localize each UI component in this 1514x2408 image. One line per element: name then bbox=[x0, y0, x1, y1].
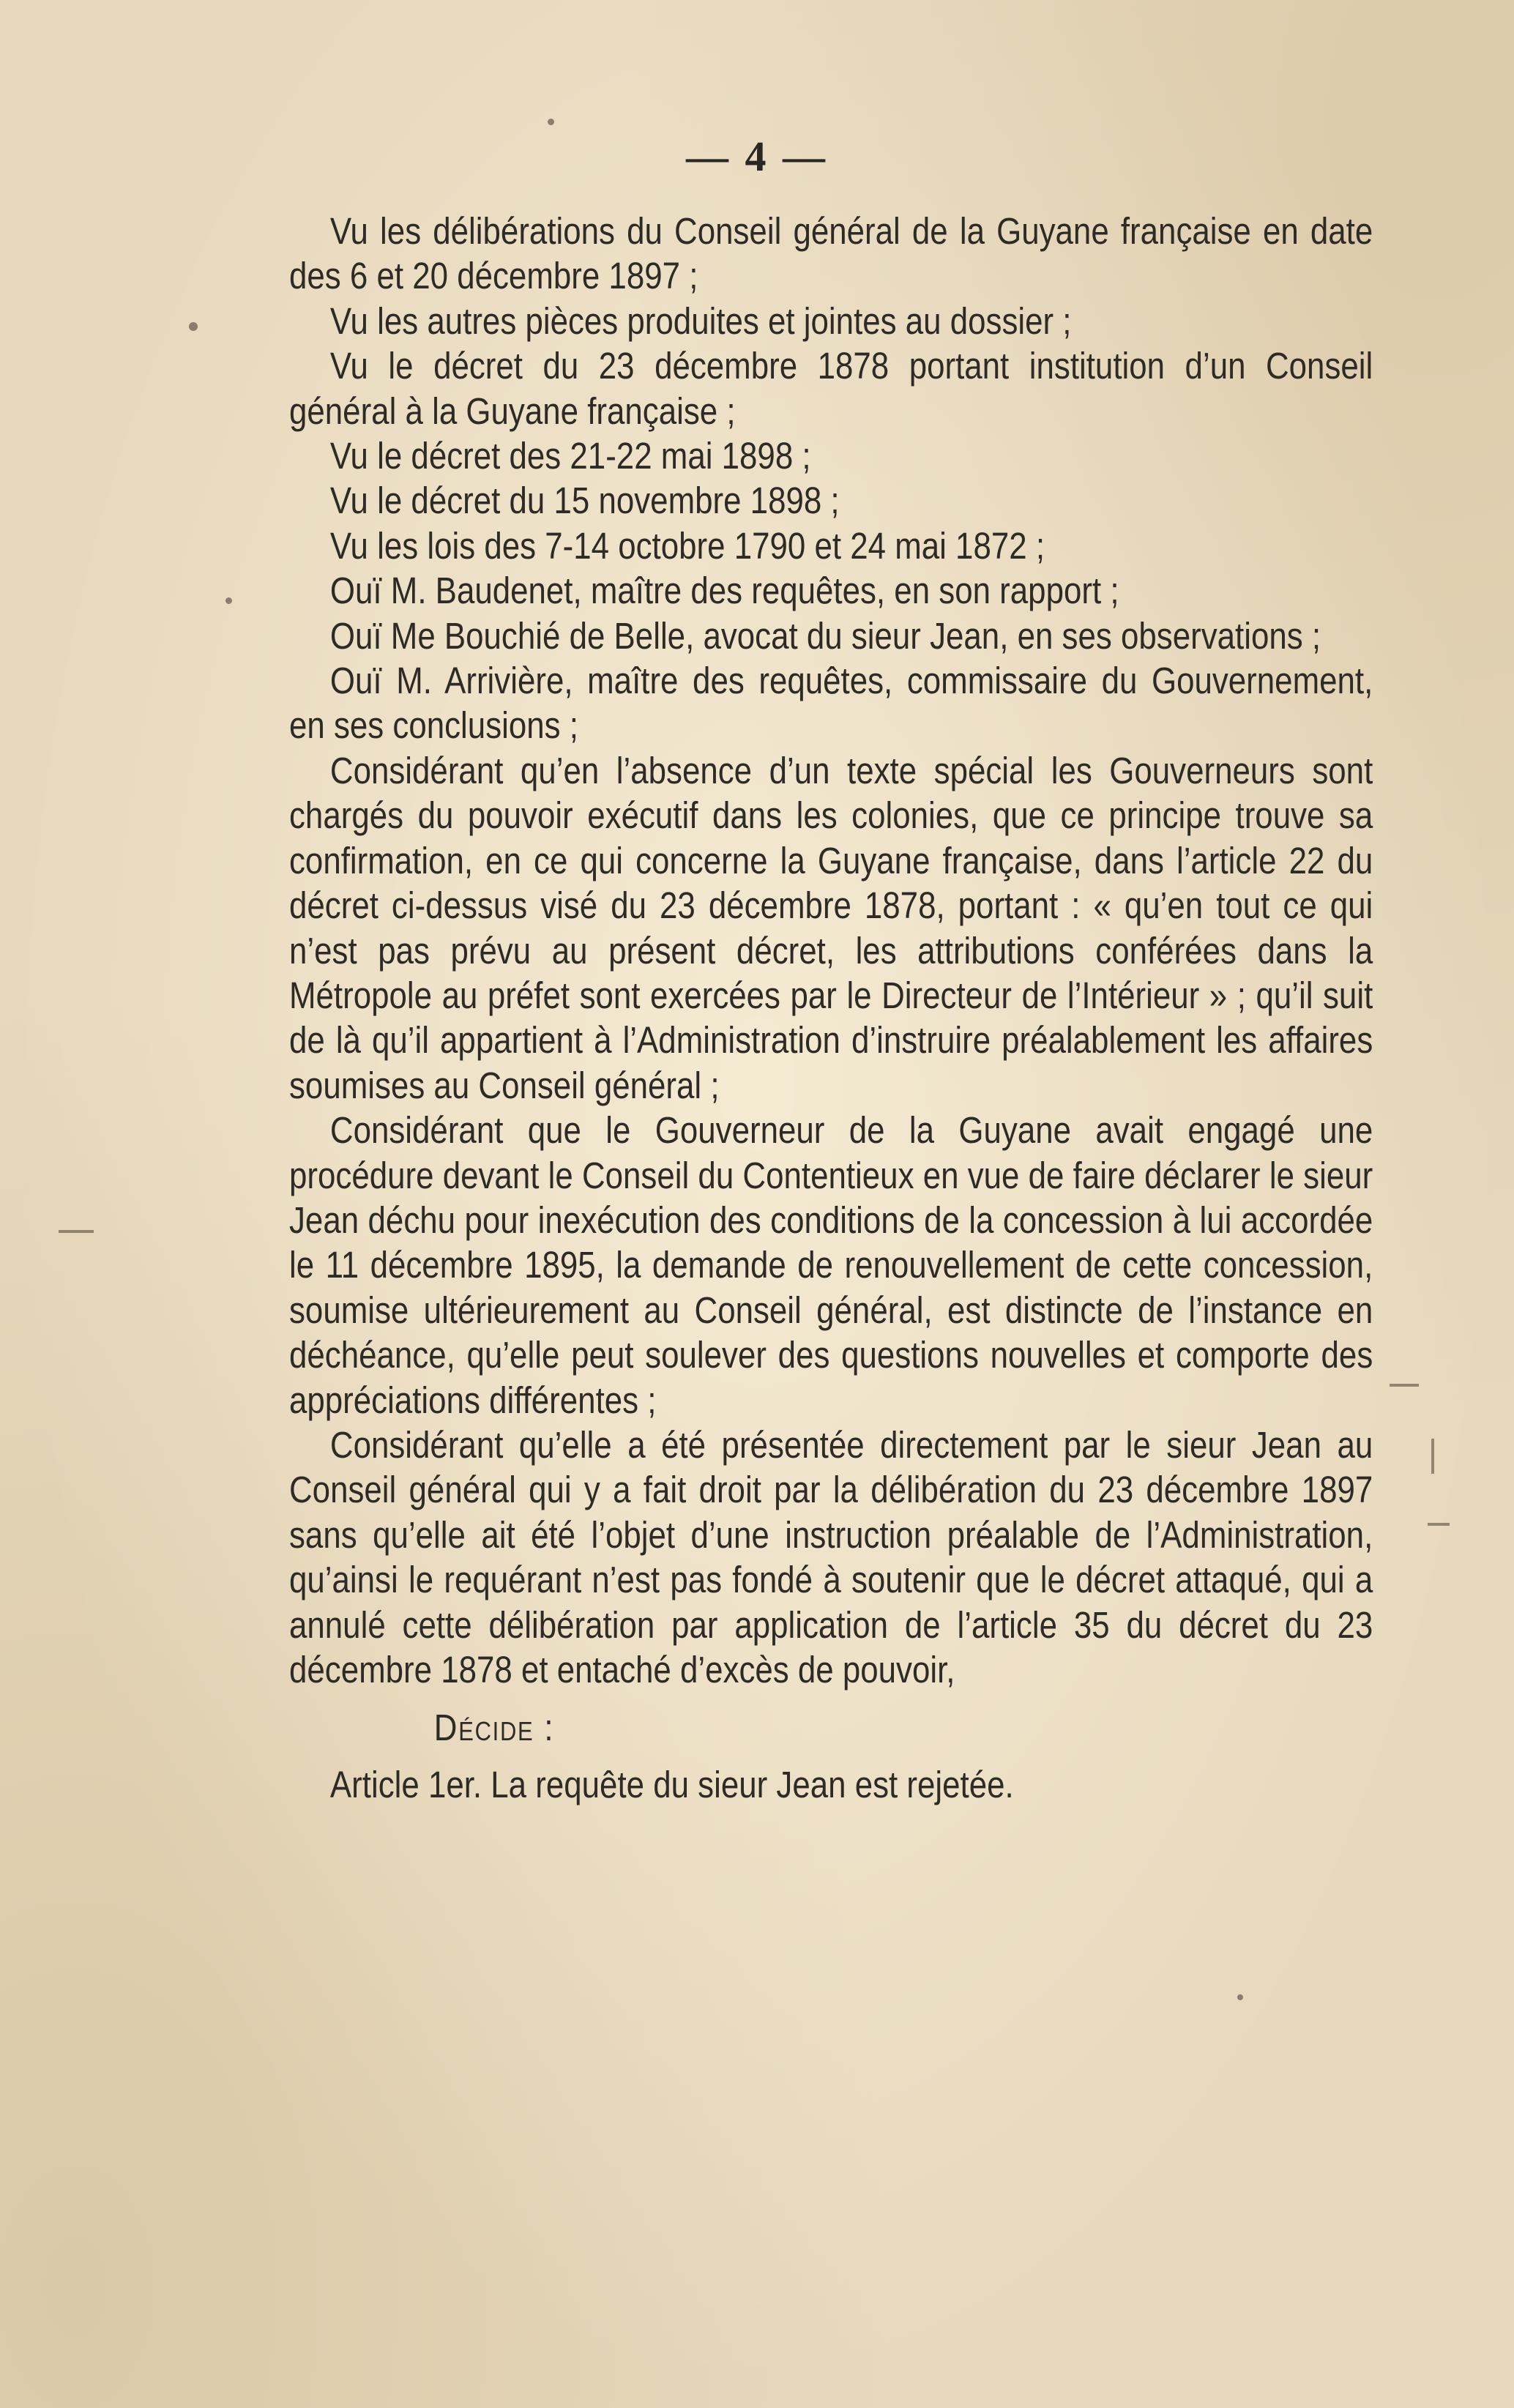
paragraph-oui-commissaire: Ouï M. Arrivière, maître des requêtes, commissaire du Gouvernement, en ses conclusions ; bbox=[289, 660, 1373, 747]
decision-article bbox=[289, 1762, 1373, 1807]
paragraph-visa-pieces: Vu les autres pièces produites et jointes au dossier ; bbox=[329, 299, 1072, 342]
paragraph-visa-decret-mai-1898: Vu le décret des 21-22 mai 1898 ; bbox=[329, 435, 811, 477]
paragraph-oui-avocat: Ouï Me Bouchié de Belle, avocat du sieur Jean, en ses observations ; bbox=[329, 614, 1321, 657]
paragraph-visa-lois: Vu les lois des 7-14 octobre 1790 et 24 mai 1872 ; bbox=[329, 524, 1045, 567]
print-mark bbox=[1431, 1439, 1434, 1474]
paragraph-considerant-deliberation: Considérant qu’elle a été présentée directement par le sieur Jean au Conseil général qui y a fait droit par la délibération du 23 décembre 1897 sans qu’elle ait été l’objet d’une instruction préalable de l’Administration, qu’ainsi le requérant n’est pas fondé à soutenir que le décret attaqué, qui a annulé cette délibération par application de l’article 35 du décret du 23 décembre 1878 et entaché d’excès de pouvoir, bbox=[289, 1423, 1373, 1691]
decision-heading-text: Décide : bbox=[433, 1707, 555, 1749]
paragraph-considerant-gouverneurs: Considérant qu’en l’absence d’un texte spécial les Gouverneurs sont chargés du pouvoir exécutif dans les colonies, que ce principe trouve sa confirmation, en ce qui concerne la Guyane française, dans l’article 22 du décret ci-dessus visé du 23 décembre 1878, portant : « qu’en tout ce qui n’est pas prévu au présent décret, les attributions conférées dans la Métropole au préfet sont exercées par le Directeur de l’Intérieur » ; qu’il suit de là qu’il appartient à l’Administration d’instruire préalablement les affaires soumises au Conseil général ; bbox=[289, 749, 1373, 1106]
paragraph-considerant-procedure: Considérant que le Gouverneur de la Guyane avait engagé une procédure devant le Conseil du Contentieux en vue de faire déclarer le sieur Jean déchu pour inexécution des conditions de la concession à lui accordée le 11 décembre 1895, la demande de renouvellement de cette concession, soumise ultérieurement au Conseil général, est distincte de l’instance en déchéance, qu’elle peut soulever des questions nouvelles et comporte des appréciations différentes ; bbox=[289, 1109, 1373, 1421]
article-text: La requête du sieur Jean est rejetée. bbox=[491, 1763, 1014, 1805]
paper-speck bbox=[189, 322, 198, 331]
print-mark bbox=[59, 1230, 94, 1233]
page-number: — 4 — bbox=[686, 133, 828, 180]
paragraph-visa-deliberations: Vu les délibérations du Conseil général de la Guyane française en date des 6 et 20 décembre 1897 ; bbox=[289, 210, 1373, 297]
paper-speck bbox=[1237, 1994, 1243, 2000]
print-mark bbox=[1390, 1384, 1419, 1387]
paragraph-visa-decret-novembre-1898: Vu le décret du 15 novembre 1898 ; bbox=[329, 480, 840, 522]
print-mark bbox=[1428, 1523, 1450, 1526]
paragraph-oui-rapporteur: Ouï M. Baudenet, maître des requêtes, en son rapport ; bbox=[329, 570, 1119, 612]
paper-speck bbox=[225, 597, 232, 604]
paper-speck bbox=[548, 119, 554, 125]
decision-heading bbox=[289, 1705, 1373, 1750]
body-text bbox=[289, 209, 1373, 1807]
article-label: Article 1er. bbox=[329, 1763, 482, 1805]
paragraph-visa-decret-1878: Vu le décret du 23 décembre 1878 portant institution d’un Conseil général à la Guyane française ; bbox=[289, 345, 1373, 432]
